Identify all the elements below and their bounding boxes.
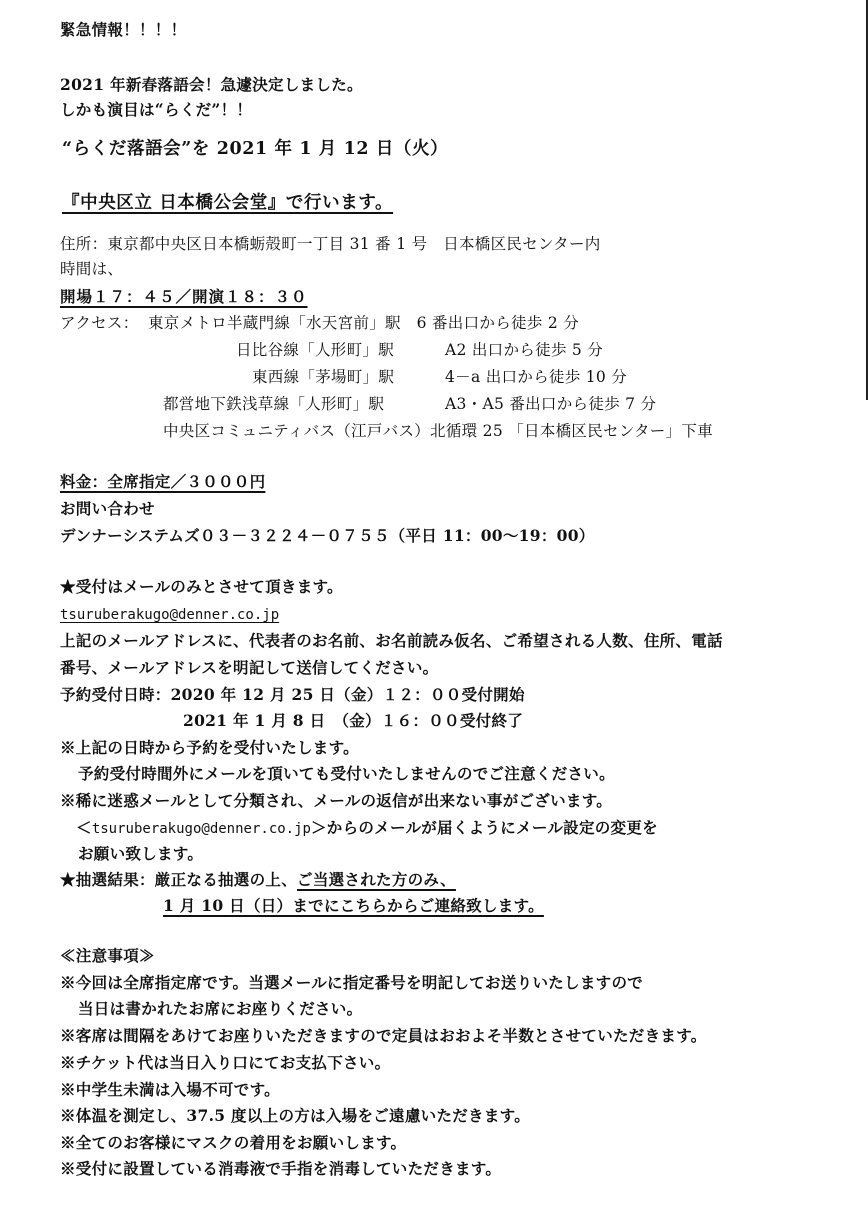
reservation-note-3: ※稀に迷惑メールとして分類され、メールの返信が出来ない事がございます。 [60,791,613,810]
lottery-prefix: ★抽選結果：厳正なる抽選の上、 [60,870,298,889]
access-route-2-exit: A2 出口から徒歩 5 分 [445,341,604,359]
reservation-note-4 [76,818,658,839]
reservation-period-start: 予約受付日時：2020 年 12 月 25 日（金）１２：００受付開始 [60,685,525,704]
note-item: ※全てのお客様にマスクの着用をお願いします。 [60,1133,407,1152]
contact-label: お問い合わせ [60,499,155,518]
time-value: 開場１７：４５／開演１８：３０ [60,287,308,306]
note-item: ※受付に設置している消毒液で手指を消毒していただきます。 [60,1159,502,1178]
instruction-line-1: 上記のメールアドレスに、代表者のお名前、お名前読み仮名、ご希望される人数、住所、電話 [60,631,723,650]
access-route-4-line: 都営地下鉄浅草線「人形町」駅 [163,395,385,413]
time-label: 時間は、 [60,260,124,278]
fee-line: 料金：全席指定／３０００円 [60,472,266,491]
note-4-rest: ＞からのメールが届くようにメール設定の変更を [310,818,658,837]
notes-heading: ≪注意事項≫ [60,946,155,965]
access-route-2-line: 日比谷線「人形町」駅 [236,341,395,359]
emergency-heading: 緊急情報！！！！ [60,20,187,39]
announce-line-1: 2021 年新春落語会！急遽決定しました。 [60,75,363,94]
lottery-line-2: 1 月 10 日（日）までにこちらからご連絡致します。 [163,896,544,915]
bracket-open: ＜ [76,818,92,837]
contact-value: デンナーシステムズ０３－３２２４－０７５５（平日 11：00～19：00） [60,526,595,545]
note-item: ※客席は間隔をあけてお座りいただきますので定員はおおよそ半数とさせていただきます。 [60,1026,707,1045]
announce-line-2: しかも演目は“らくだ”！！ [60,100,253,119]
note-item: ※中学生未満は入場不可です。 [60,1080,280,1099]
access-route-3-exit: 4－a 出口から徒歩 10 分 [445,368,628,386]
reservation-note-2: 予約受付時間外にメールを頂いても受付いたしませんのでご注意ください。 [78,764,615,783]
note-item: 当日は書かれたお席にお座りください。 [78,999,363,1018]
access-route-3-line: 東西線「茅場町」駅 [252,368,395,386]
note-item: ※体温を測定し、37.5 度以上の方は入場をご遠慮いただきます。 [60,1106,531,1125]
mail-only-note: ★受付はメールのみとさせて頂きます。 [60,577,343,596]
access-route-1: 東京メトロ半蔵門線「水天宮前」駅 6 番出口から徒歩 2 分 [148,314,580,332]
venue-line: 『中央区立 日本橋公会堂』で行います。 [62,193,394,213]
reservation-note-1: ※上記の日時から予約を受付いたします。 [60,738,359,757]
lottery-line-1 [60,870,456,890]
access-route-4-exit: A3・A5 番出口から徒歩 7 分 [445,395,657,413]
reservation-note-5: お願い致します。 [78,844,204,863]
note-email-text: tsuruberakugo@denner.co.jp [91,821,311,837]
reservation-period-end: 2021 年 1 月 8 日 （金）１６：００受付終了 [183,711,524,730]
note-item: ※チケット代は当日入り口にてお支払下さい。 [60,1053,391,1072]
instruction-line-2: 番号、メールアドレスを明記して送信してください。 [60,658,439,677]
access-route-5: 中央区コミュニティバス（江戸バス）北循環 25 「日本橋区民センター」下車 [163,422,714,440]
lottery-emphasis: ご当選された方のみ、 [297,870,456,889]
event-title-line: “らくだ落語会”を 2021 年 1 月 12 日（火） [62,139,449,159]
contact-email-link[interactable]: tsuruberakugo@denner.co.jp [60,607,280,623]
address-line: 住所：東京都中央区日本橋蛎殻町一丁目 31 番 1 号 日本橋区民センター内 [60,235,601,253]
access-label: アクセス： [60,314,139,332]
note-item: ※今回は全席指定席です。当選メールに指定番号を明記してお送りいたしますので [60,973,644,992]
